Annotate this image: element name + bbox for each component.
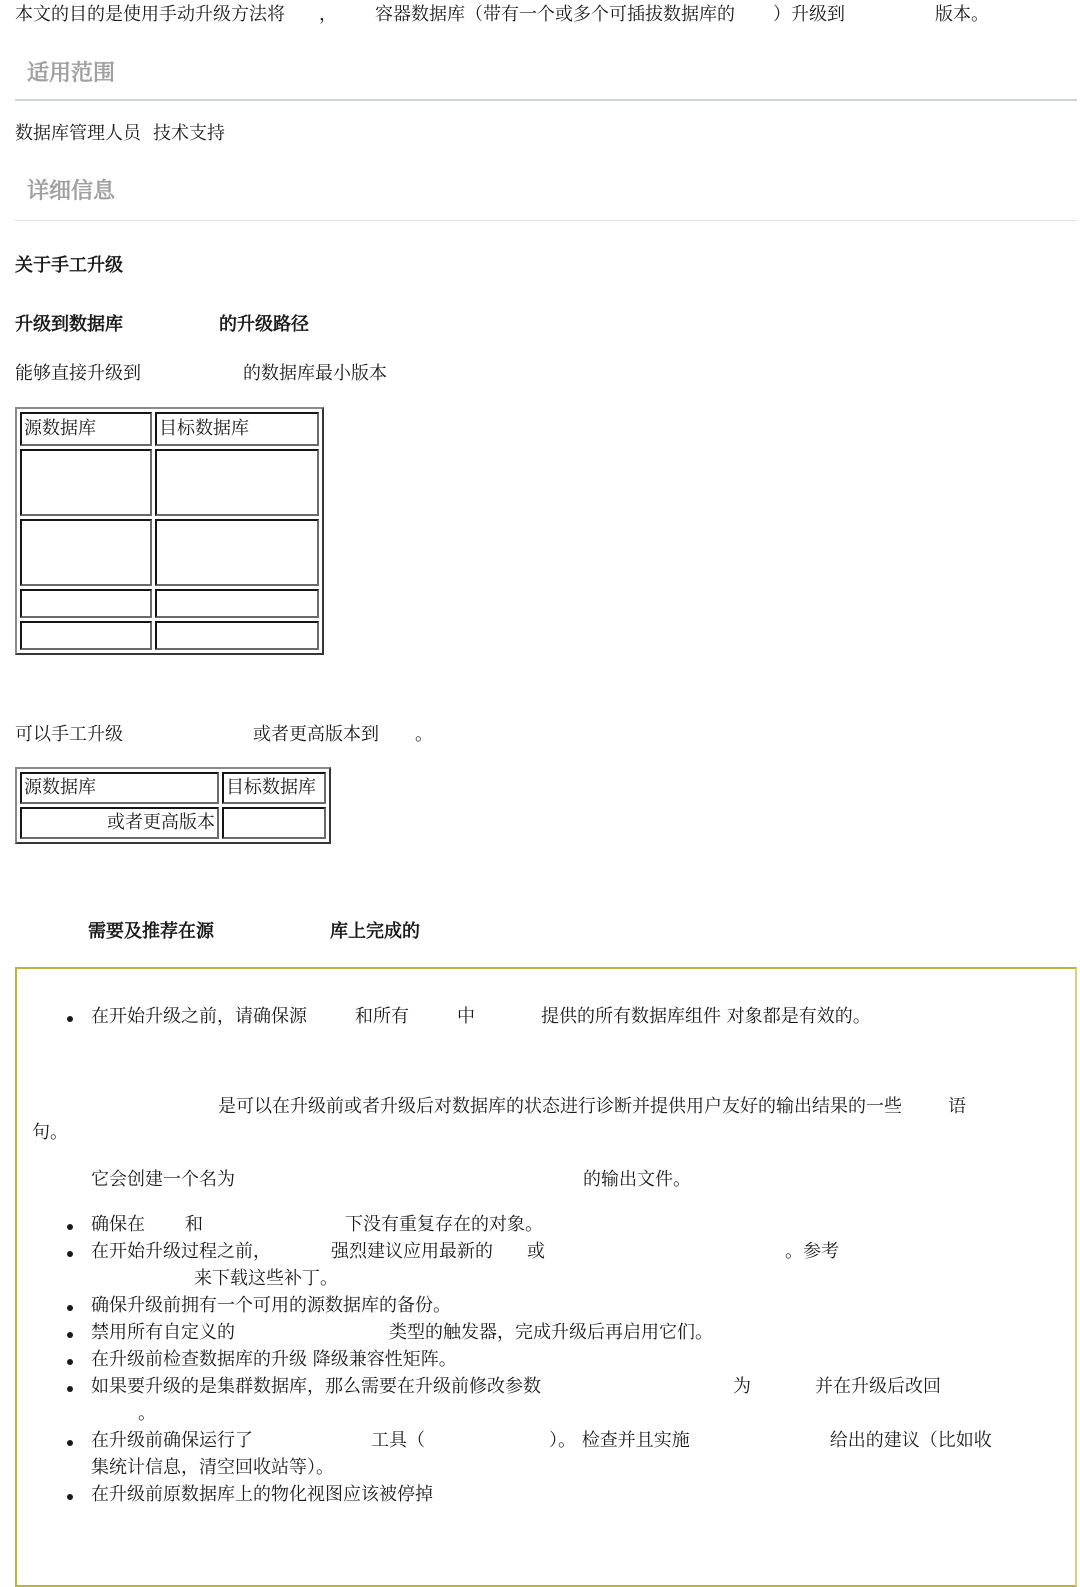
diagnostic-paragraph-wrap: 句。 <box>32 1122 68 1143</box>
list-item-text: 。参考 <box>785 1241 839 1262</box>
list-item-wrap: 集统计信息，清空回收站等）。 <box>91 1457 334 1478</box>
list-item: 在升级前原数据库上的物化视图应该被停掉 <box>91 1484 433 1505</box>
list-item <box>91 1374 941 1400</box>
body-text: 语 <box>948 1096 966 1117</box>
scope-audience: 技术支持 <box>153 123 225 144</box>
table-row <box>20 621 319 650</box>
scope-audience: 数据库管理人员 <box>15 123 141 144</box>
body-text: 它会创建一个名为 <box>91 1169 235 1190</box>
list-item-text: 或 <box>527 1241 545 1262</box>
heading-upgrade-path <box>15 312 309 338</box>
table-header-row <box>20 772 326 804</box>
list-item <box>91 1320 713 1346</box>
list-item-text: 中 <box>457 1006 475 1027</box>
list-item-text: 工具（ <box>371 1430 425 1451</box>
list-item-text: 在升级前确保运行了 <box>91 1430 253 1451</box>
table-row <box>20 449 319 516</box>
list-item <box>91 1239 839 1265</box>
list-item-wrap: 。 <box>138 1403 156 1424</box>
table-header-row <box>20 412 319 446</box>
manual-upgrade-table <box>15 767 331 844</box>
list-item-text: 下没有重复存在的对象。 <box>345 1214 543 1235</box>
list-item-text: 和所有 <box>355 1006 409 1027</box>
list-item <box>91 1428 992 1454</box>
bullet-icon <box>67 1494 73 1500</box>
intro-text: ）升级到 <box>773 4 845 25</box>
min-version-text <box>15 361 387 387</box>
table-cell <box>20 589 152 618</box>
list-item-text: ）。 检查并且实施 <box>549 1430 690 1451</box>
list-item-text: 和 <box>185 1214 203 1235</box>
list-item <box>91 1004 871 1030</box>
heading-text: 需要及推荐在源 <box>88 921 214 942</box>
table-cell: 或者更高版本 <box>20 807 219 839</box>
bullet-icon <box>67 1359 73 1365</box>
heading-prerequisites <box>88 919 420 945</box>
body-text: 能够直接升级到 <box>15 363 141 384</box>
list-item-wrap: 来下载这些补丁。 <box>194 1268 338 1289</box>
list-item-text: 为 <box>733 1376 751 1397</box>
heading-text: 的升级路径 <box>219 314 309 335</box>
intro-text: ， <box>319 4 337 25</box>
table-header-cell: 源数据库 <box>20 772 219 804</box>
body-text: 或者更高版本到 <box>253 724 379 745</box>
list-item: 在升级前检查数据库的升级 降级兼容性矩阵。 <box>91 1349 457 1370</box>
bullet-icon <box>67 1440 73 1446</box>
bullet-icon <box>67 1224 73 1230</box>
table-cell <box>155 589 319 618</box>
table-header-cell: 目标数据库 <box>155 412 319 446</box>
list-item-text: 给出的建议（比如收 <box>829 1430 992 1451</box>
table-cell <box>155 519 319 586</box>
list-item-text: 在开始升级过程之前， <box>91 1241 271 1262</box>
list-item-text: 提供的所有数据库组件 对象都是有效的。 <box>541 1006 871 1027</box>
list-item-text: 类型的触发器，完成升级后再启用它们。 <box>389 1322 713 1343</box>
diagnostic-paragraph <box>218 1094 966 1120</box>
body-text: 是可以在升级前或者升级后对数据库的状态进行诊断并提供用户友好的输出结果的一些 <box>218 1096 902 1117</box>
list-item-text: 确保在 <box>91 1214 145 1235</box>
list-item-text: 禁用所有自定义的 <box>91 1322 235 1343</box>
bullet-icon <box>67 1016 73 1022</box>
bullet-icon <box>67 1332 73 1338</box>
table-cell <box>20 519 152 586</box>
section-title-details: 详细信息 <box>15 176 1077 221</box>
intro-paragraph <box>15 2 989 28</box>
table-row <box>20 807 326 839</box>
table-row <box>20 589 319 618</box>
table-cell <box>155 621 319 650</box>
table-header-cell: 目标数据库 <box>222 772 326 804</box>
bullet-icon <box>67 1386 73 1392</box>
table-cell <box>155 449 319 516</box>
intro-text: 本文的目的是使用手动升级方法将 <box>15 4 285 25</box>
body-text: 的数据库最小版本 <box>243 363 387 384</box>
heading-text: 升级到数据库 <box>15 314 123 335</box>
bullet-icon <box>67 1305 73 1311</box>
list-item <box>91 1212 543 1238</box>
scope-text <box>15 121 225 147</box>
manual-upgrade-text <box>15 722 433 748</box>
bullet-icon <box>67 1251 73 1257</box>
heading-text: 库上完成的 <box>330 921 420 942</box>
section-title-scope: 适用范围 <box>15 58 1077 101</box>
body-text: 。 <box>415 724 433 745</box>
table-cell <box>20 449 152 516</box>
body-text: 可以手工升级 <box>15 724 123 745</box>
list-item-text: 强烈建议应用最新的 <box>331 1241 493 1262</box>
heading-about-manual-upgrade: 关于手工升级 <box>15 255 123 276</box>
intro-text: 版本。 <box>935 4 989 25</box>
table-cell <box>222 807 326 839</box>
upgrade-path-table <box>15 407 324 655</box>
intro-text: 容器数据库（带有一个或多个可插拔数据库的 <box>375 4 735 25</box>
list-item-text: 并在升级后改回 <box>815 1376 941 1397</box>
list-item-text: 在开始升级之前，请确保源 <box>91 1006 307 1027</box>
body-text: 的输出文件。 <box>583 1169 691 1190</box>
list-item: 确保升级前拥有一个可用的源数据库的备份。 <box>91 1295 451 1316</box>
table-header-cell: 源数据库 <box>20 412 152 446</box>
list-item-text: 如果要升级的是集群数据库，那么需要在升级前修改参数 <box>91 1376 541 1397</box>
table-cell <box>20 621 152 650</box>
output-file-paragraph <box>91 1167 691 1193</box>
table-row <box>20 519 319 586</box>
